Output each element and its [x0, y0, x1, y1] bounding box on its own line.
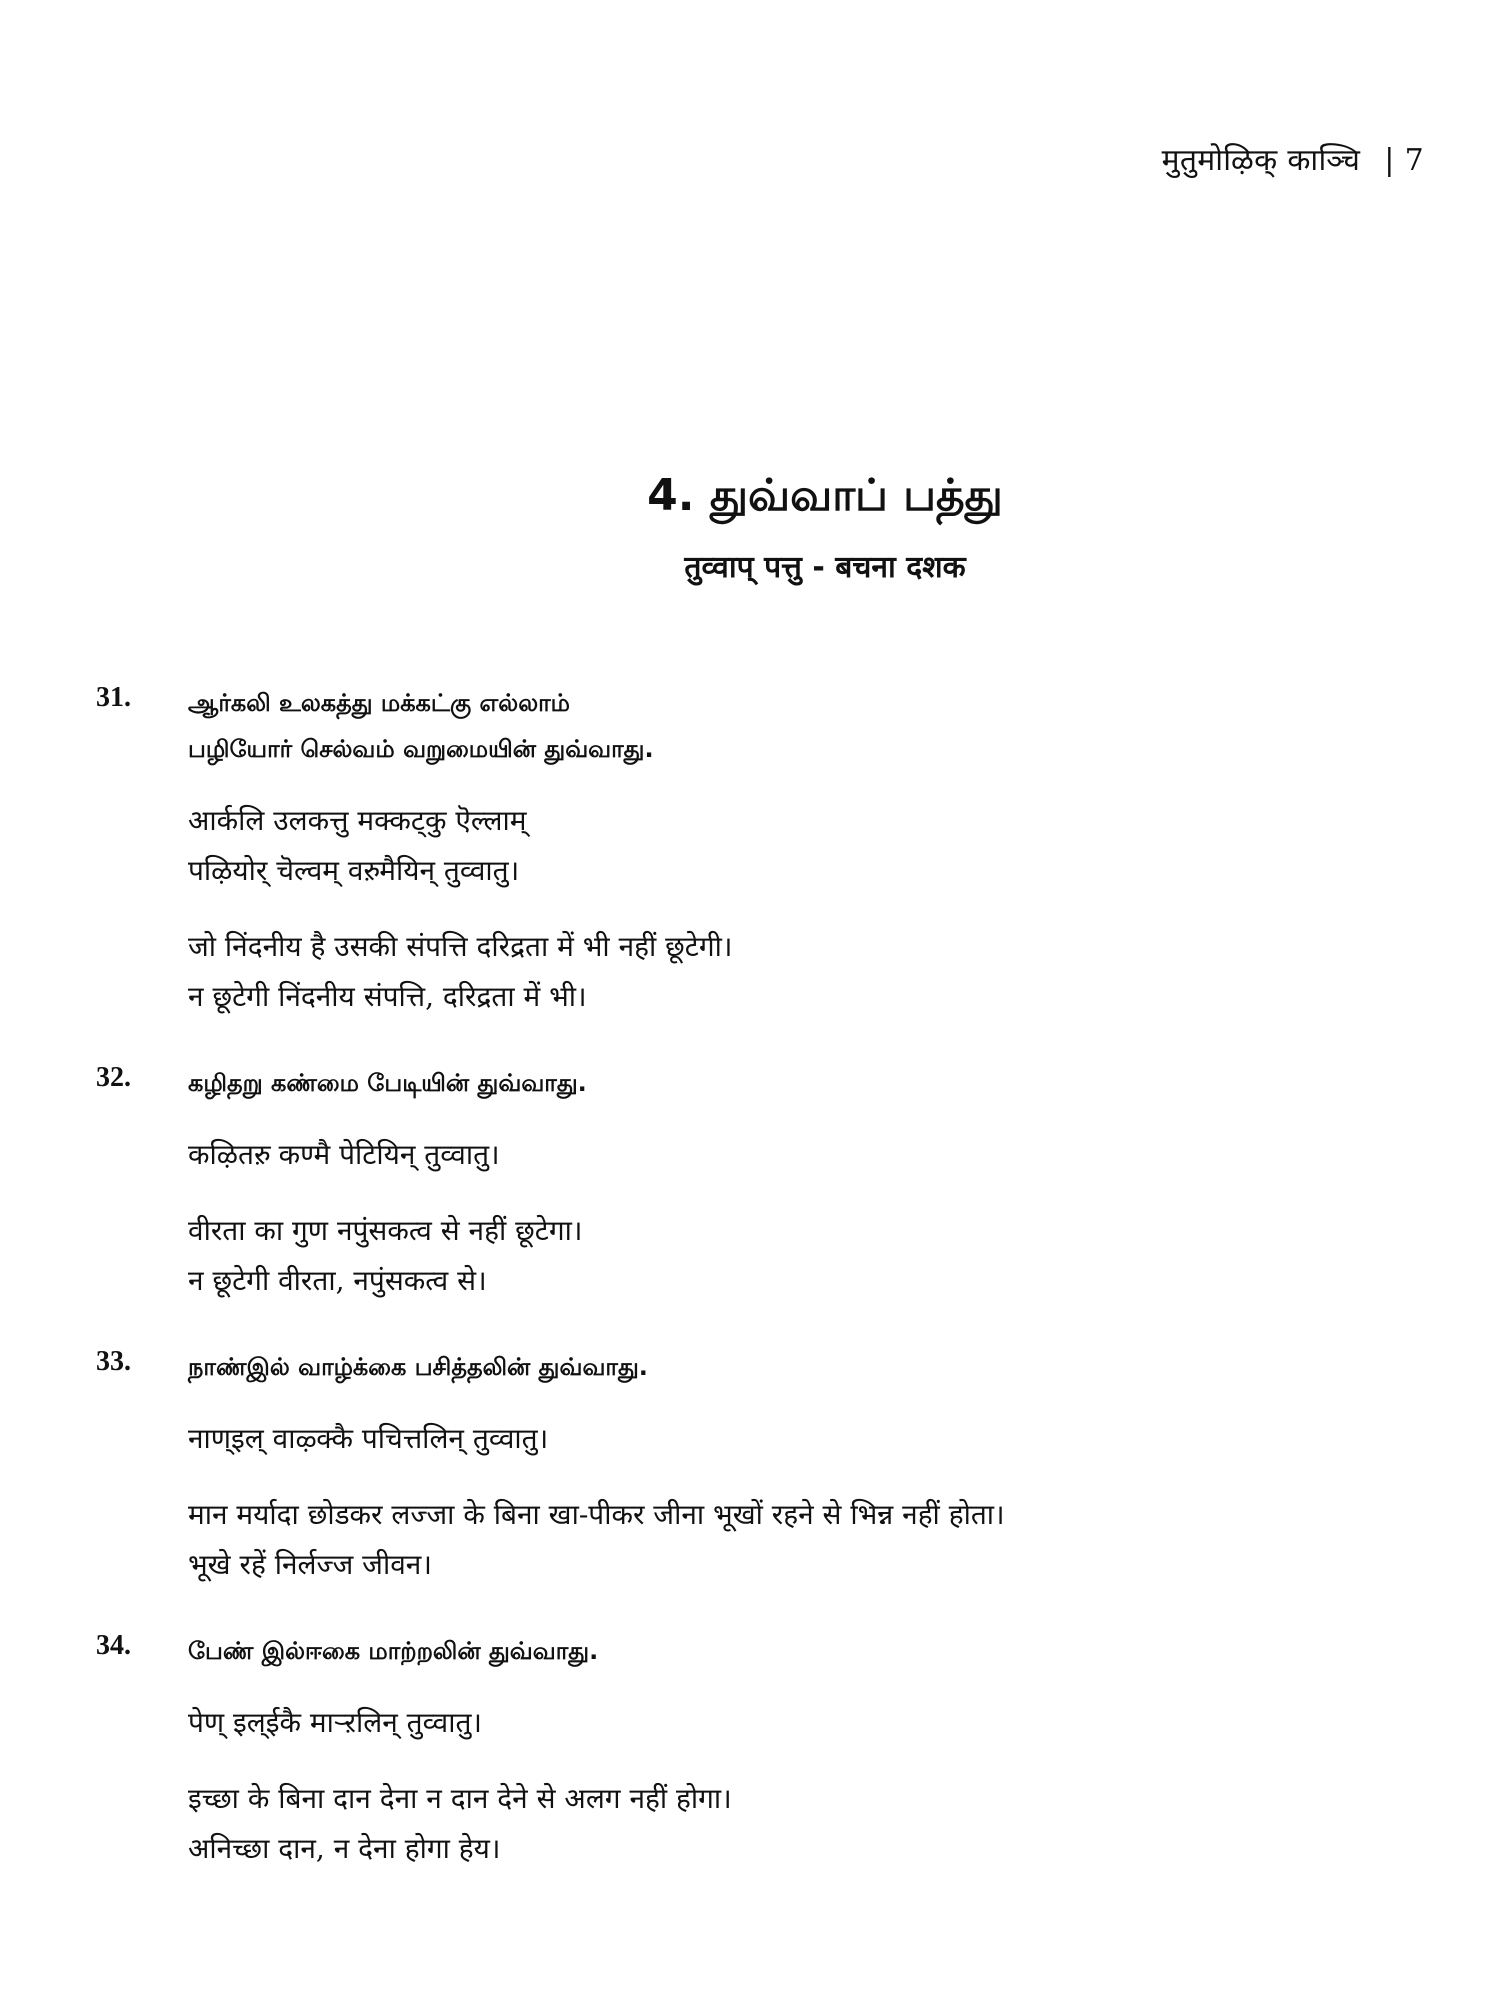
tamil-text [188, 680, 1420, 772]
verse-number: 34. [96, 1630, 131, 1661]
tamil-line: பேண் இல்ஈகை மாற்றலின் துவ்வாது. [188, 1637, 599, 1665]
hindi-meaning [188, 1206, 1420, 1306]
meaning-line: भूखे रहें निर्लज्ज जीवन। [188, 1548, 432, 1581]
meaning-line: अनिच्छा दान, न देना होगा हेय। [188, 1832, 501, 1865]
book-title: मुतुमोऴिक् काञ्चि [1161, 143, 1361, 178]
verse-number: 33. [96, 1346, 131, 1377]
tamil-text [188, 1628, 1420, 1674]
meaning-line: इच्छा के बिना दान देना न दान देने से अलग नहीं होगा। [188, 1782, 732, 1815]
transliteration [188, 1130, 1420, 1180]
verse-32 [96, 1060, 1420, 1306]
hindi-meaning [188, 922, 1420, 1022]
hindi-meaning [188, 1774, 1420, 1874]
tamil-text [188, 1060, 1420, 1106]
translit-line: कऴितऱु कण्मै पेटियिन् तुव्वातु। [188, 1138, 500, 1171]
meaning-line: मान मर्यादा छोडकर लज्जा के बिना खा-पीकर जीना भूखों रहने से भिन्न नहीं होता। [188, 1498, 1005, 1531]
meaning-line: न छूटेगी वीरता, नपुंसकत्व से। [188, 1264, 487, 1297]
transliteration [188, 1414, 1420, 1464]
running-header [1162, 138, 1424, 179]
verse-31 [96, 680, 1420, 1022]
page-number: 7 [1404, 143, 1424, 178]
hindi-meaning [188, 1490, 1420, 1590]
meaning-line: न छूटेगी निंदनीय संपत्ति, दरिद्रता में भी। [188, 980, 587, 1013]
chapter-title: 4. துவ்வாப் பத்து [647, 470, 1003, 521]
verse-list [96, 680, 1420, 1912]
tamil-line: கழிதறு கண்மை பேடியின் துவ்வாது. [188, 1069, 587, 1097]
header-separator: | [1384, 143, 1395, 178]
translit-line: नाण्इल् वाऴ्क्कै पचित्तलिन् तुव्वातु। [188, 1422, 549, 1455]
transliteration [188, 1698, 1420, 1748]
meaning-line: वीरता का गुण नपुंसकत्व से नहीं छूटेगा। [188, 1214, 583, 1247]
verse-34 [96, 1628, 1420, 1874]
translit-line: पेण् इल्ईकै माऱ्ऱलिन् तुव्वातु। [188, 1706, 483, 1739]
chapter-heading [0, 470, 1500, 586]
chapter-subtitle: तुव्वाप् पत्तु - बचना दशक [684, 549, 966, 585]
verse-33 [96, 1344, 1420, 1590]
tamil-line: பழியோர் செல்வம் வறுமையின் துவ்வாது. [188, 735, 654, 763]
tamil-text [188, 1344, 1420, 1390]
tamil-line: ஆர்கலி உலகத்து மக்கட்கு எல்லாம் [188, 689, 570, 717]
translit-line: आर्कलि उलकत्तु मक्कट्कु ऎल्लाम् [188, 804, 527, 837]
meaning-line: जो निंदनीय है उसकी संपत्ति दरिद्रता में भी नहीं छूटेगी। [188, 930, 733, 963]
translit-line: पऴियोर् चॆल्वम् वऱुमैयिन् तुव्वातु। [188, 854, 520, 887]
transliteration [188, 796, 1420, 896]
verse-number: 31. [96, 682, 131, 713]
tamil-line: நாண்இல் வாழ்க்கை பசித்தலின் துவ்வாது. [188, 1353, 648, 1381]
verse-number: 32. [96, 1062, 131, 1093]
